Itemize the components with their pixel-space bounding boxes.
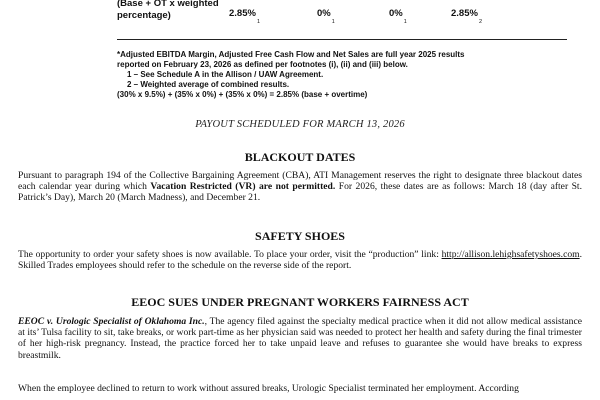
shoes-order-link[interactable]: http://allison.lehighsafetyshoes.com [441, 249, 580, 260]
table-bottom-border [117, 39, 567, 40]
shoes-heading: SAFETY SHOES [255, 229, 345, 243]
table-cell: $0\%_1$ [317, 8, 335, 25]
eeoc-paragraph: EEOC v. Urologic Specialist of Oklahoma Inc., The agency filed against the specialty medical practice when it did not allow medical assistance at its’ Tulsa facility to sit, take breaks, or work part-time as her physician said was needed to protect her health and safety during the final trimester of her high-risk pregnancy. Instead, the practice forced her to take unpaid leave and refuses to guarantee she would have breaks to express breastmilk. [18, 316, 582, 361]
shoes-paragraph: The opportunity to order your safety shoes is now available. To place your order, visit the “production” link: http://allison.lehighsafetyshoes.com. Skilled Trades employees should refer to the schedule on the reverse side of the report. [18, 249, 582, 272]
footnote-line: 2 – Weighted average of combined results. [127, 80, 290, 89]
footnote-line: 1 – See Schedule A in the Allison / UAW Agreement. [127, 70, 324, 79]
blackout-heading: BLACKOUT DATES [244, 150, 356, 164]
blackout-paragraph: Pursuant to paragraph 194 of the Collective Bargaining Agreement (CBA), ATI Management reserves the right to designate three blackout dates each calendar year during which Vacation Restricted (VR) are not permitted. For 2026, these dates are as follows: March 18 (day after St. Patrick’s Day), March 20 (March Madness), and December 21. [18, 170, 582, 204]
footnote-line: (30% x 9.5%) + (35% x 0%) + (35% x 0%) = 2.85% (base + overtime) [117, 90, 368, 99]
table-cell: $0\%_1$ [389, 8, 407, 25]
table-cell: $2.85\%_2$ [451, 8, 482, 25]
payout-notice: PAYOUT SCHEDULED FOR MARCH 13, 2026 [195, 119, 405, 130]
footnote-line: reported on February 23, 2026 as defined per footnotes (i), (ii) and (iii) below. [117, 60, 408, 69]
eeoc-heading: EEOC SUES UNDER PREGNANT WORKERS FAIRNESS ACT [131, 295, 469, 309]
table-row [117, 0, 567, 36]
row-label: (Base + OT x weighted percentage) [117, 0, 219, 21]
footnote-line: *Adjusted EBITDA Margin, Adjusted Free Cash Flow and Net Sales are full year 2025 results [117, 50, 465, 59]
eeoc-paragraph-2: When the employee declined to return to work without assured breaks, Urologic Specialist terminated her employment. According [18, 383, 519, 394]
footnotes [117, 50, 507, 100]
table-cell: $2.85\%_1$ [229, 8, 260, 25]
